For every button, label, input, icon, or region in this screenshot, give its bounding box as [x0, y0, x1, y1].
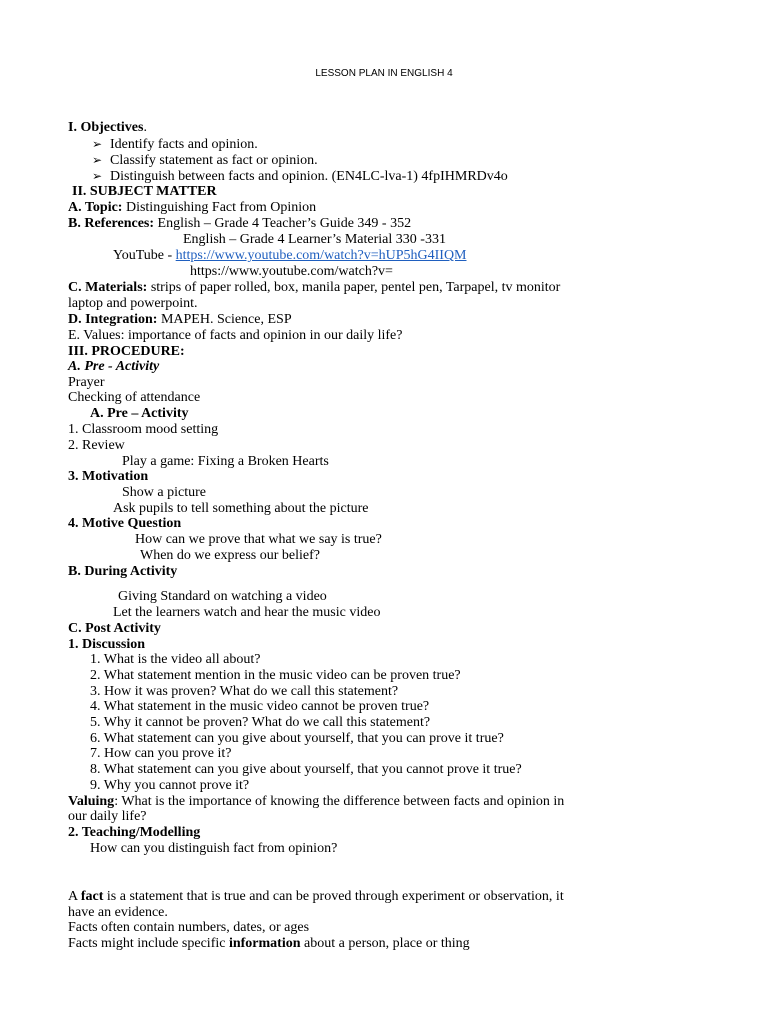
fact-definition-line: [68, 889, 564, 905]
pre-activity-heading: [90, 406, 189, 422]
materials-text: strips of paper rolled, box, manila paper, pentel pen, Tarpapel, tv monitor: [147, 280, 561, 295]
materials-label: C. Materials:: [68, 280, 148, 295]
fact-term: fact: [80, 889, 104, 904]
objective-text: Classify statement as fact or opinion.: [110, 153, 318, 168]
procedure-heading: [68, 344, 185, 360]
mood-setting: 1. Classroom mood setting: [68, 422, 219, 437]
teaching-heading-text: 2. Teaching/Modelling: [68, 825, 201, 840]
motivation-heading-text: 3. Motivation: [68, 469, 149, 484]
subject-matter-heading: [72, 184, 217, 200]
subject-matter-heading-text: II. SUBJECT MATTER: [72, 184, 217, 199]
arrow-bullet-icon: ➢: [92, 169, 103, 183]
discussion-question: 3. How it was proven? What do we call this statement?: [90, 684, 399, 699]
valuing-label: Valuing: [68, 794, 115, 809]
valuing-line: [68, 794, 564, 810]
references-line: [68, 216, 411, 232]
objectives-heading-period: .: [143, 120, 147, 135]
topic-label: A. Topic:: [68, 200, 123, 215]
game: Play a game: Fixing a Broken Hearts: [122, 454, 329, 469]
procedure-heading-text: III. PROCEDURE:: [68, 344, 185, 359]
integration-label: D. Integration:: [68, 312, 158, 327]
discussion-question: 5. Why it cannot be proven? What do we call this statement?: [90, 715, 431, 730]
motive-question-2: When do we express our belief?: [140, 548, 320, 563]
fact-information-term: information: [228, 936, 301, 951]
youtube-label: YouTube -: [113, 248, 176, 263]
discussion-question: 8. What statement can you give about yourself, that you cannot prove it true?: [90, 762, 522, 777]
discussion-question: 7. How can you prove it?: [90, 746, 232, 761]
objectives-heading-text: I. Objectives: [68, 120, 144, 135]
objective-text: Identify facts and opinion.: [110, 137, 258, 152]
fact-numbers-line: Facts often contain numbers, dates, or ages: [68, 920, 310, 935]
ask-pupils: Ask pupils to tell something about the picture: [113, 501, 369, 516]
discussion-question: 4. What statement in the music video cannot be proven true?: [90, 699, 430, 714]
fact-definition-line-2: have an evidence.: [68, 905, 168, 920]
attendance: Checking of attendance: [68, 390, 201, 405]
fact-line1-pre: A: [68, 889, 81, 904]
fact-line4-post: about a person, place or thing: [300, 936, 470, 951]
reference-1: English – Grade 4 Teacher’s Guide 349 - 352: [154, 216, 412, 231]
watch-video: Let the learners watch and hear the music video: [113, 605, 381, 620]
youtube-line: [113, 248, 467, 264]
during-activity-heading-text: B. During Activity: [68, 564, 178, 579]
show-picture: Show a picture: [122, 485, 206, 500]
motive-question-1: How can we prove that what we say is true?: [135, 532, 382, 547]
topic-line: [68, 200, 316, 216]
review: 2. Review: [68, 438, 125, 453]
fact-information-line: [68, 936, 470, 952]
discussion-question: 1. What is the video all about?: [90, 652, 261, 667]
discussion-question: 6. What statement can you give about yourself, that you can prove it true?: [90, 731, 504, 746]
topic-text: Distinguishing Fact from Opinion: [122, 200, 317, 215]
valuing-text: : What is the importance of knowing the difference between facts and opinion in: [114, 794, 565, 809]
youtube-link[interactable]: https://www.youtube.com/watch?v=hUP5hG4IIQM: [175, 248, 467, 263]
teaching-question: How can you distinguish fact from opinion?: [90, 841, 338, 856]
document-title: LESSON PLAN IN ENGLISH 4: [315, 68, 453, 79]
prayer: Prayer: [68, 375, 105, 390]
arrow-bullet-icon: ➢: [92, 137, 103, 151]
materials-line: [68, 280, 560, 296]
fact-line4-pre: Facts might include specific: [68, 936, 229, 951]
post-activity-heading-text: C. Post Activity: [68, 621, 161, 636]
integration-text: MAPEH. Science, ESP: [157, 312, 292, 327]
giving-standard: Giving Standard on watching a video: [118, 589, 327, 604]
reference-2: English – Grade 4 Learner’s Material 330 -331: [183, 232, 446, 247]
motivation-heading: [68, 469, 148, 485]
pre-activity-heading-text: A. Pre – Activity: [90, 406, 189, 421]
discussion-question: 2. What statement mention in the music video can be proven true?: [90, 668, 461, 683]
during-activity-heading: [68, 564, 177, 580]
objective-text: Distinguish between facts and opinion. (EN4LC-lva-1) 4fpIHMRDv4o: [110, 169, 508, 184]
pre-activity-italic: [68, 359, 159, 375]
objective-item: [92, 168, 508, 185]
discussion-question: 9. Why you cannot prove it?: [90, 778, 250, 793]
discussion-heading-text: 1. Discussion: [68, 637, 146, 652]
integration-line: [68, 312, 292, 328]
materials-line-2: laptop and powerpoint.: [68, 296, 198, 311]
objective-item: [92, 152, 318, 169]
valuing-line-2: our daily life?: [68, 809, 147, 824]
values-line: E. Values: importance of facts and opinion in our daily life?: [68, 328, 403, 343]
youtube-link-2: https://www.youtube.com/watch?v=: [190, 264, 393, 279]
motive-question-heading-text: 4. Motive Question: [68, 516, 182, 531]
pre-activity-italic-text: A. Pre - Activity: [68, 359, 160, 374]
post-activity-heading: [68, 621, 161, 637]
references-label: B. References:: [68, 216, 155, 231]
arrow-bullet-icon: ➢: [92, 153, 103, 167]
discussion-heading: [68, 637, 145, 653]
objective-item: [92, 136, 258, 153]
objectives-heading: [68, 120, 147, 136]
teaching-heading: [68, 825, 200, 841]
fact-line1-post: is a statement that is true and can be proved through experiment or observation, it: [103, 889, 564, 904]
motive-question-heading: [68, 516, 181, 532]
